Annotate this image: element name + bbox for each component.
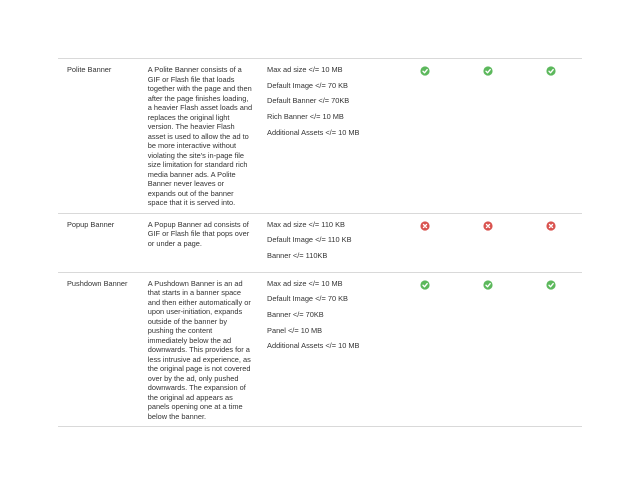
check-icon bbox=[483, 66, 493, 76]
support-cell bbox=[519, 220, 582, 267]
spec-item: Additional Assets </= 10 MB bbox=[267, 341, 360, 351]
support-cell bbox=[456, 220, 519, 267]
support-cell bbox=[393, 220, 456, 267]
table-row bbox=[58, 214, 582, 273]
check-icon bbox=[420, 280, 430, 290]
spec-item: Banner </= 70KB bbox=[267, 309, 324, 319]
spec-list bbox=[259, 220, 393, 267]
support-cell bbox=[456, 65, 519, 208]
table-row bbox=[58, 58, 582, 214]
table-row bbox=[58, 273, 582, 428]
spec-item: Max ad size </= 10 MB bbox=[267, 278, 343, 288]
spec-item: Rich Banner </= 10 MB bbox=[267, 112, 344, 122]
ad-format-table bbox=[58, 58, 582, 427]
format-name: Polite Banner bbox=[67, 65, 112, 74]
format-name: Popup Banner bbox=[67, 219, 115, 229]
spec-item: Banner </= 110KB bbox=[267, 250, 328, 260]
spec-item: Default Banner </= 70KB bbox=[267, 96, 350, 106]
spec-item: Default Image </= 110 KB bbox=[267, 235, 352, 245]
format-description: A Pushdown Banner is an ad that starts in a banner space and then either automatically or upon user-initiation, expands outside of the banner by pushing the content immediately below the ad downwards. This provides for a less intrusive ad experience, as the original page is not covered over by the ad, only pushed downwards. The expansion of the original ad appears as panels opening one at a time below the banner. bbox=[147, 278, 251, 421]
spec-item: Max ad size </= 10 MB bbox=[267, 65, 343, 74]
spec-item: Max ad size </= 110 KB bbox=[267, 219, 345, 229]
spec-item: Additional Assets </= 10 MB bbox=[267, 127, 360, 137]
spec-item: Panel </= 10 MB bbox=[267, 325, 323, 335]
spec-list bbox=[259, 65, 393, 208]
support-cell bbox=[519, 279, 582, 422]
support-cell bbox=[456, 279, 519, 422]
check-icon bbox=[546, 280, 556, 290]
check-icon bbox=[420, 66, 430, 76]
support-cell bbox=[519, 65, 582, 208]
format-name: Pushdown Banner bbox=[67, 278, 128, 288]
check-icon bbox=[483, 280, 493, 290]
support-cell bbox=[393, 279, 456, 422]
cross-icon bbox=[420, 221, 430, 231]
spec-list bbox=[259, 279, 393, 422]
support-cell bbox=[393, 65, 456, 208]
format-description: A Popup Banner ad consists of GIF or Flash file that pops over or under a page. bbox=[147, 219, 250, 248]
cross-icon bbox=[483, 221, 493, 231]
cross-icon bbox=[546, 221, 556, 231]
spec-item: Default Image </= 70 KB bbox=[267, 294, 348, 304]
spec-item: Default Image </= 70 KB bbox=[267, 80, 348, 90]
check-icon bbox=[546, 66, 556, 76]
format-description: A Polite Banner consists of a GIF or Flash file that loads together with the page and then after the page finishes loading, a heavier Flash asset loads and replaces the original light version. The heavier Flash asset is used to allow the ad to be more interactive without violating the site's in-page file size limitation for standard rich media banner ads. A Polite Banner never leaves or expands out of the banner space that it is served into. bbox=[147, 65, 253, 207]
